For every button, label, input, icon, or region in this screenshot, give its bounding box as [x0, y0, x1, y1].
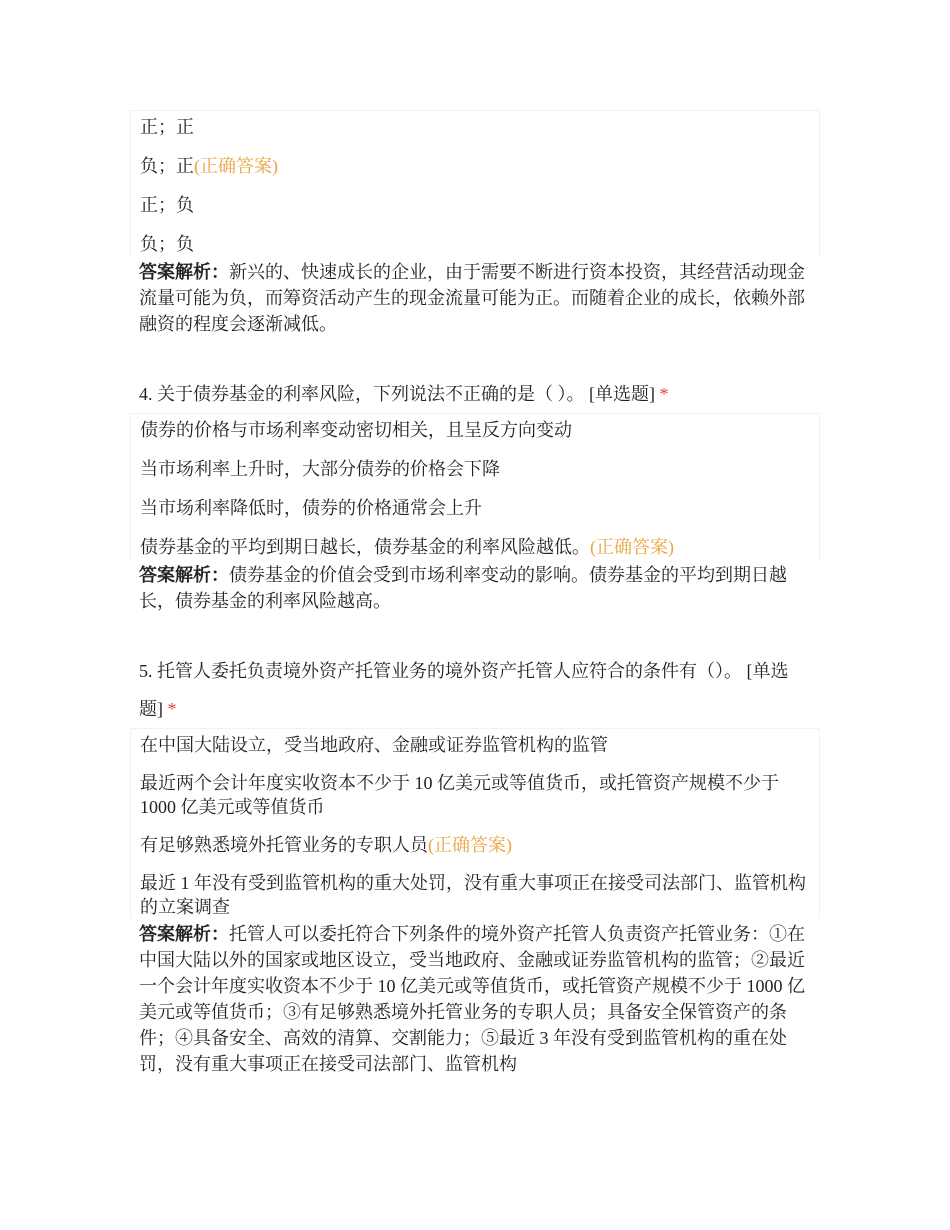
q4-option-4[interactable]: 债券基金的平均到期日越长，债券基金的利率风险越低。(正确答案): [140, 537, 674, 557]
q4-option-3[interactable]: 当市场利率降低时，债券的价格通常会上升: [140, 498, 482, 518]
q5-option-1[interactable]: 在中国大陆设立，受当地政府、金融或证券监管机构的监管: [140, 735, 608, 755]
q5-option-2[interactable]: 最近两个会计年度实收资本不少于 10 亿美元或等值货币，或托管资产规模不少于 1000 亿美元或等值货币: [140, 773, 779, 817]
explanation-label: 答案解析：: [139, 565, 229, 585]
q4-question: 4. 关于债券基金的利率风险，下列说法不正确的是（ ）。 [单选题] *: [139, 384, 669, 404]
q4-explanation: [130, 560, 820, 614]
explanation-label: 答案解析：: [139, 262, 229, 282]
required-mark: *: [659, 384, 669, 404]
q4-option-1[interactable]: 债券的价格与市场利率变动密切相关，且呈反方向变动: [140, 420, 572, 440]
q5-question: 5. 托管人委托负责境外资产托管业务的境外资产托管人应符合的条件有（）。 [单选题] *: [139, 661, 789, 719]
q3-explanation: [130, 257, 820, 337]
q3-option-1[interactable]: 正；正: [140, 117, 194, 137]
required-mark: *: [167, 699, 177, 719]
correct-answer-tag: (正确答案): [194, 156, 278, 176]
q5-option-3[interactable]: 有足够熟悉境外托管业务的专职人员(正确答案): [140, 835, 512, 855]
q4-options: [130, 413, 820, 560]
q3-option-4[interactable]: 负；负: [140, 234, 194, 254]
explanation-label: 答案解析：: [139, 924, 229, 944]
q5-option-4[interactable]: 最近 1 年没有受到监管机构的重大处罚，没有重大事项正在接受司法部门、监管机构的立案调查: [140, 873, 806, 917]
explanation-text: 新兴的、快速成长的企业，由于需要不断进行资本投资，其经营活动现金流量可能为负，而筹资活动产生的现金流量可能为正。而随着企业的成长，依赖外部融资的程度会逐渐减低。: [139, 262, 805, 334]
q3-option-3[interactable]: 正；负: [140, 195, 194, 215]
q4-option-2[interactable]: 当市场利率上升时，大部分债券的价格会下降: [140, 459, 500, 479]
q5-options: [130, 728, 820, 919]
correct-answer-tag: (正确答案): [428, 835, 512, 855]
q5-explanation: [130, 919, 820, 1077]
explanation-text: 债券基金的价值会受到市场利率变动的影响。债券基金的平均到期日越长，债券基金的利率风险越高。: [139, 565, 787, 611]
q3-options: [130, 110, 820, 257]
quiz-page: [130, 110, 820, 1077]
correct-answer-tag: (正确答案): [590, 537, 674, 557]
explanation-text: 托管人可以委托符合下列条件的境外资产托管人负责资产托管业务：①在中国大陆以外的国家或地区设立，受当地政府、金融或证券监管机构的监管；②最近一个会计年度实收资本不少于 10 亿美元或等值货币，或托管资产规模不少于 1000 亿美元或等值货币；③有足够熟悉境外托管业务的专职人员；具备安全保管资产的条件；④具备安全、高效的清算、交割能力；⑤最近 3 年没有受到监管机构的重在处罚，没有重大事项正在接受司法部门、监管机构: [139, 924, 805, 1074]
q3-option-2[interactable]: 负；正(正确答案): [140, 156, 278, 176]
